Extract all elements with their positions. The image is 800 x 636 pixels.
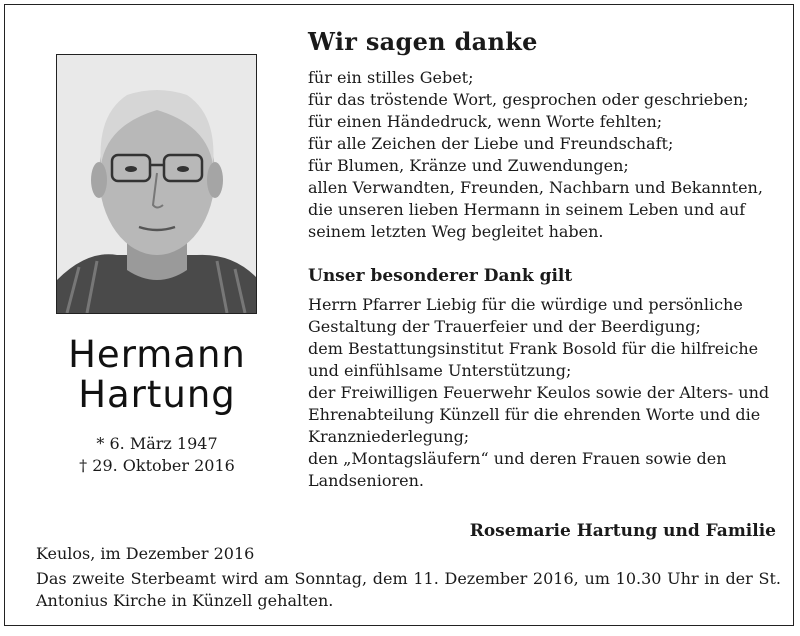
special-thanks-line: Gestaltung der Trauerfeier und der Beerdigung; — [308, 317, 701, 336]
special-thanks-line: dem Bestattungsinstitut Frank Bosold für die hilfreiche — [308, 339, 759, 358]
special-thanks-line: der Freiwilligen Feuerwehr Keulos sowie der Alters- und — [308, 383, 770, 402]
thanks-line: für einen Händedruck, wenn Worte fehlten; — [308, 112, 663, 131]
place-date: Keulos, im Dezember 2016 — [36, 544, 255, 563]
family-signature: Rosemarie Hartung und Familie — [469, 521, 776, 541]
obituary-notice — [4, 4, 794, 626]
thanks-list — [308, 67, 778, 243]
special-thanks-heading: Unser besonderer Dank gilt — [308, 266, 573, 286]
special-thanks-line: Landsenioren. — [308, 471, 424, 490]
special-thanks-line: den „Montagsläufern“ und deren Frauen sowie den — [308, 449, 727, 468]
thanks-line: für alle Zeichen der Liebe und Freundschaft; — [308, 134, 674, 153]
life-dates — [35, 433, 279, 477]
death-date: † 29. Oktober 2016 — [79, 456, 235, 475]
birth-date: * 6. März 1947 — [96, 434, 218, 453]
thanks-line: seinem letzten Weg begleitet haben. — [308, 222, 604, 241]
memorial-service-note: Das zweite Sterbeamt wird am Sonntag, dem 11. Dezember 2016, um 10.30 Uhr in der St. Antonius Kirche in Künzell gehalten. — [36, 569, 781, 610]
thanks-line: für das tröstende Wort, gesprochen oder geschrieben; — [308, 90, 749, 109]
thanks-heading: Wir sagen danke — [308, 27, 538, 56]
thanks-line: für Blumen, Kränze und Zuwendungen; — [308, 156, 629, 175]
deceased-last-name: Hartung — [78, 373, 236, 416]
special-thanks-line: und einfühlsame Unterstützung; — [308, 361, 572, 380]
special-thanks-line: Herrn Pfarrer Liebig für die würdige und persönliche — [308, 295, 743, 314]
special-thanks-line: Ehrenabteilung Künzell für die ehrenden Worte und die — [308, 405, 761, 424]
deceased-first-name: Hermann — [68, 333, 246, 376]
thanks-line: die unseren lieben Hermann in seinem Leben und auf — [308, 200, 746, 219]
special-thanks-line: Kranzniederlegung; — [308, 427, 470, 446]
portrait-photo — [56, 54, 257, 314]
thanks-line: für ein stilles Gebet; — [308, 68, 474, 87]
special-thanks-list — [308, 294, 778, 492]
thanks-line: allen Verwandten, Freunden, Nachbarn und Bekannten, — [308, 178, 763, 197]
